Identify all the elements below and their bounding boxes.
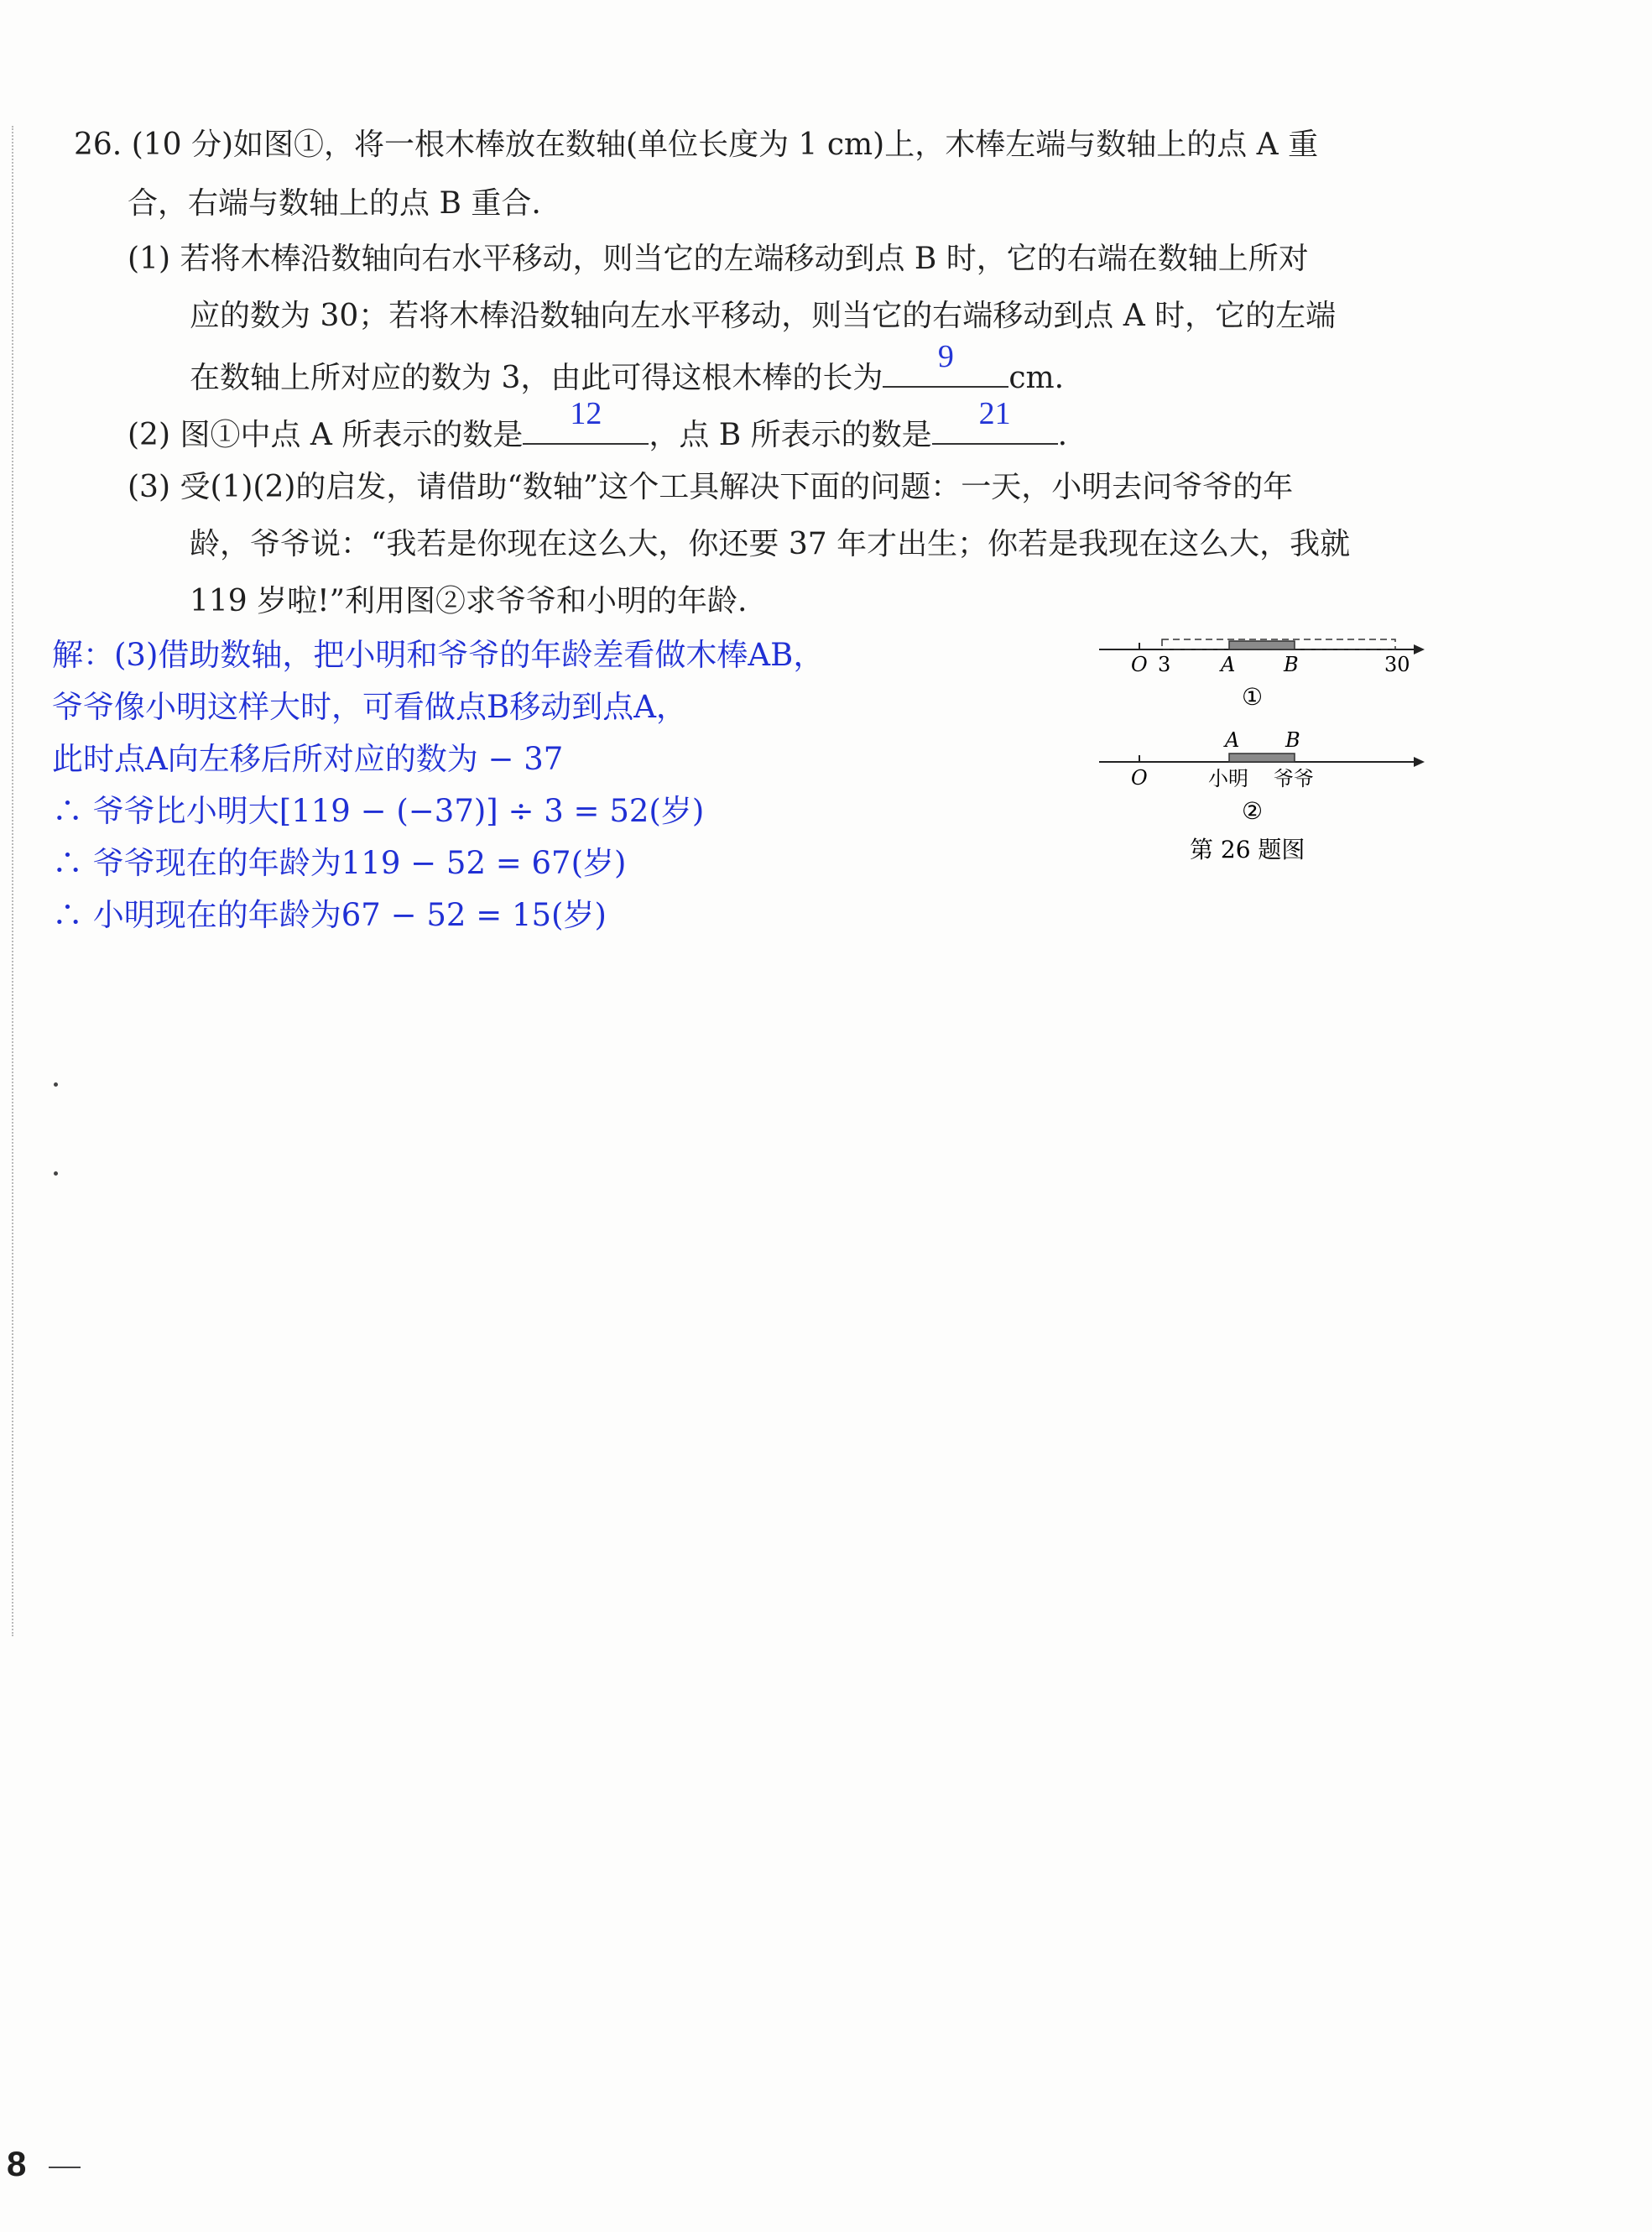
part3-line-1: (3) 受(1)(2)的启发，请借助“数轴”这个工具解决下面的问题：一天，小明去问爷爷的年 [128, 470, 1294, 504]
number-line-1-arrow [1414, 644, 1425, 654]
problem-line-2: 合，右端与数轴上的点 B 重合. [128, 186, 541, 221]
axis1-label-a: A [1221, 653, 1236, 676]
axis2-label-b: B [1285, 728, 1300, 752]
axis1-label-3: 3 [1158, 653, 1171, 676]
part3-line-2: 龄，爷爷说：“我若是你现在这么大，你还要 37 年才出生；你若是我现在这么大，我就 [190, 527, 1351, 561]
axis2-label-grandpa: 爷爷 [1274, 767, 1314, 790]
page-number-dash [49, 2167, 81, 2168]
part1-line-1: (1) 若将木棒沿数轴向右水平移动，则当它的左端移动到点 B 时，它的右端在数轴上所对 [128, 242, 1309, 276]
part2-text-after: . [1057, 418, 1068, 452]
problem-line-1: 26. (10 分)如图①，将一根木棒放在数轴(单位长度为 1 cm)上，木棒左端与数轴上的点 A 重 [74, 128, 1319, 162]
margin-dot [54, 1171, 58, 1176]
solution-line-5: ∴ 爷爷现在的年龄为119 − 52 = 67(岁) [52, 845, 627, 881]
axis1-stick [1229, 641, 1295, 649]
axis1-label-o: O [1131, 653, 1148, 676]
number-line-2-arrow [1414, 757, 1425, 767]
axis2-label-a: A [1225, 728, 1240, 752]
part2-text-before: (2) 图①中点 A 所表示的数是 [128, 418, 524, 452]
part2-line [128, 396, 1068, 456]
axis2-label-xiaoming: 小明 [1208, 767, 1248, 790]
point-b-answer: 21 [978, 396, 1011, 431]
point-a-answer: 12 [570, 396, 602, 431]
binding-margin-line [12, 126, 13, 1636]
axis1-label-b: B [1284, 653, 1299, 676]
point-a-blank [523, 396, 649, 445]
axis2-label-o: O [1131, 766, 1148, 790]
stick-length-answer: 9 [937, 339, 954, 374]
axis1-label-30: 30 [1384, 653, 1410, 676]
figure-1-caption: ① [1242, 683, 1264, 711]
solution-line-4: ∴ 爷爷比小明大[119 − (−37)] ÷ 3 = 52(岁) [52, 793, 705, 829]
margin-dot [54, 1082, 58, 1087]
axis2-stick [1229, 754, 1295, 762]
part1-line-2: 应的数为 30；若将木棒沿数轴向左水平移动，则当它的右端移动到点 A 时，它的左端 [190, 299, 1337, 333]
solution-line-6: ∴ 小明现在的年龄为67 − 52 = 15(岁) [52, 897, 607, 933]
problem-26-figure [1091, 629, 1426, 881]
solution-line-2: 爷爷像小明这样大时，可看做点B移动到点A， [52, 689, 687, 725]
part3-line-3: 119 岁啦!”利用图②求爷爷和小明的年龄. [190, 584, 748, 618]
solution-line-1: 解：(3)借助数轴，把小明和爷爷的年龄差看做木棒AB， [52, 637, 825, 673]
part1-line-3-unit: cm. [1008, 361, 1065, 395]
solution-line-3: 此时点A向左移后所对应的数为 − 37 [52, 741, 564, 777]
part2-text-middle: ，点 B 所表示的数是 [649, 418, 932, 452]
point-b-blank [932, 396, 1058, 445]
figure-2-caption: ② [1242, 797, 1264, 825]
page-number: 8 [7, 2144, 27, 2183]
part1-line-3-text: 在数轴上所对应的数为 3，由此可得这根木棒的长为 [190, 361, 883, 395]
figure-title: 第 26 题图 [1190, 836, 1305, 863]
stick-length-blank [883, 339, 1008, 388]
